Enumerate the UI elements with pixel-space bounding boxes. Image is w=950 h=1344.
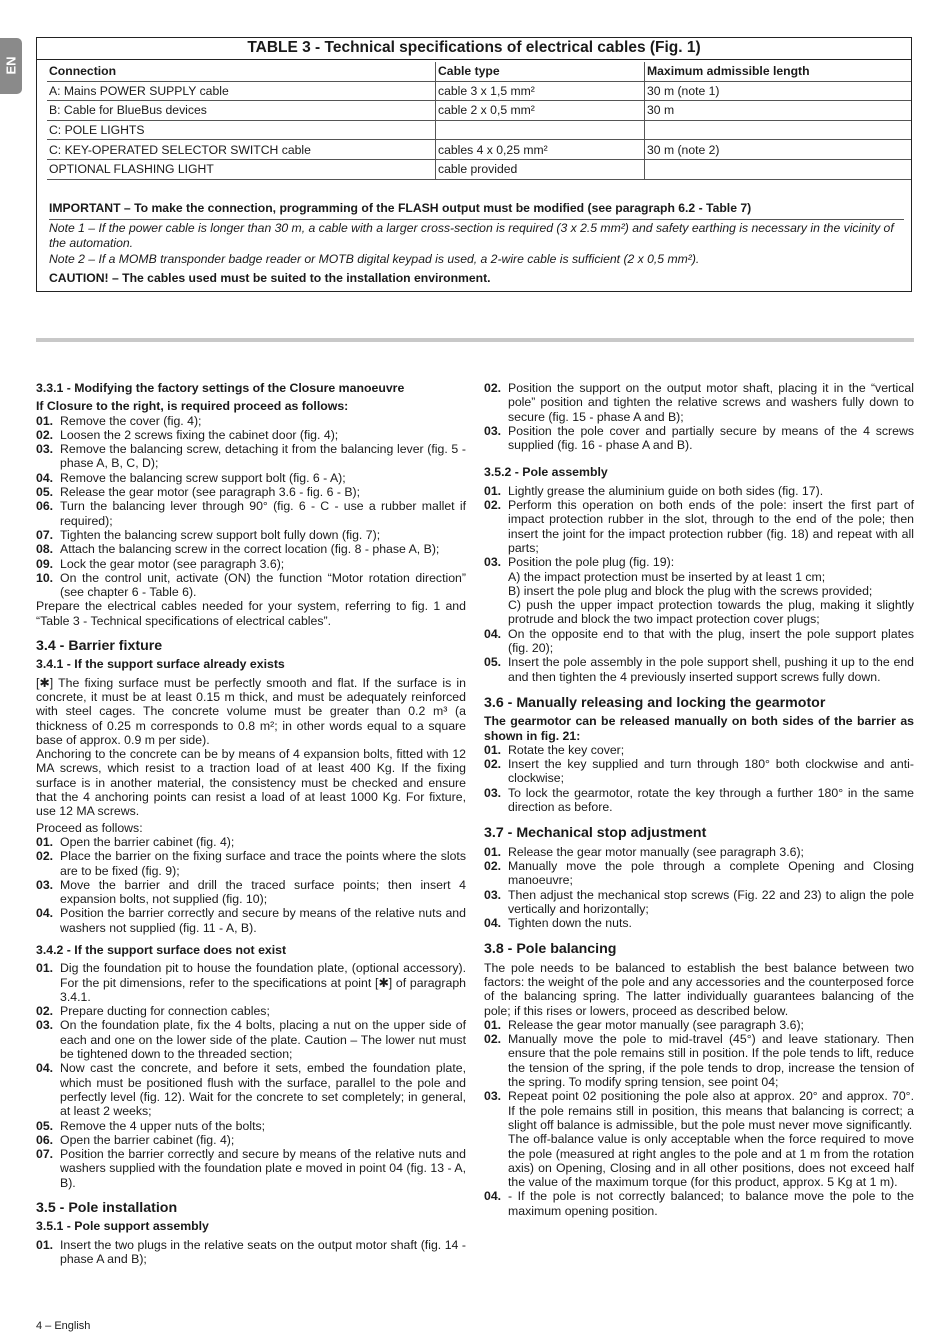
list-item-number: 02. [484,381,502,395]
spec-table-row [47,81,911,101]
page-footer: 4 – English [36,1320,91,1332]
list-item-number: 06. [36,499,54,514]
list-item-number: 04. [36,1061,54,1076]
list-item-number: 01. [484,742,502,757]
list-item-number: 02. [484,498,502,513]
list-item [484,484,914,498]
list-item-number: 01. [36,961,54,976]
list-item-text: Release the gear motor (see paragraph 3.6 - fig. 6 - B); [60,485,361,500]
cell-connection: C: POLE LIGHTS [47,120,436,140]
list-item-text: Then adjust the mechanical stop screws (Fig. 22 and 23) to align the pole vertically and horizontally; [508,887,914,916]
list-item-number: 03. [484,1089,502,1104]
list-item-text: Remove the balancing screw, detaching it from the balancing lever (fig. 5 - phase A, B, C, D); [60,442,466,471]
list-item [484,655,914,684]
list-item-number: 01. [36,413,54,428]
list-item-text: Move the barrier and drill the traced surface points; then insert 4 expansion bolts, not supplied (fig. 10); [60,877,466,907]
list-item [36,442,466,471]
list-item [36,1004,466,1018]
list-item [36,499,466,528]
header-max-length: Maximum admissible length [645,62,912,81]
list-item-text: On the control unit, activate (ON) the function “Motor rotation direction” (see chapter 6 - Table 6). [60,570,466,600]
list-item [484,424,914,453]
list-item-text: Lock the gear motor (see paragraph 3.6); [60,556,285,571]
list-item-number: 10. [36,570,54,585]
list-item [484,845,914,859]
list-item [36,1119,466,1133]
list-item-text: Position the support on the output motor shaft, placing it in the “vertical pole” position and tighten the relative screws and washers fully down to secure (fig. 15 - phase A and B); [508,381,914,424]
list-item-number: 03. [484,555,502,570]
list-item-number: 04. [484,626,502,641]
spec-notes [49,193,904,287]
section-3-5-1-list-continued [484,381,914,452]
list-item-number: 04. [36,906,54,921]
list-item-number: 04. [484,916,502,931]
cell-cable-type: cable provided [436,159,645,179]
list-item-number: 07. [36,1147,54,1162]
section-3-8-title: 3.8 - Pole balancing [484,941,617,958]
language-tab-label: EN [3,56,19,75]
header-cable-type: Cable type [436,62,645,81]
list-item-text: On the opposite end to that with the plug, insert the pole support plates (fig. 20); [508,626,914,656]
spec-table-row [47,101,911,121]
section-3-5-2-list [484,484,914,570]
list-item [36,428,466,442]
list-item-text: Tighten the balancing screw support bolt fully down (fig. 7); [60,527,381,542]
list-item [484,1189,914,1218]
section-3-4-1-title: 3.4.1 - If the support surface already exists [36,657,285,672]
list-item [36,557,466,571]
list-item-number: 07. [36,527,54,542]
list-item-text: Tighten down the nuts. [508,916,632,931]
sub-list-item: C) push the upper impact protection towards the plug, making it slightly protrude and block the two impact protection cover plugs; [508,598,914,627]
section-3-5-title: 3.5 - Pole installation [36,1200,178,1217]
section-3-5-1-list [36,1238,466,1267]
sub-list-item: B) insert the pole plug and block the plug with the screws provided; [508,583,873,598]
section-divider [36,338,914,342]
section-3-6-intro: The gearmotor can be released manually on both sides of the barrier as shown in fig. 21: [484,714,914,743]
list-item [36,485,466,499]
list-item-text: Loosen the 2 screws fixing the cabinet door (fig. 4); [60,427,339,442]
list-item-text: Open the barrier cabinet (fig. 4); [60,834,235,849]
list-item-number: 01. [36,1237,54,1252]
section-3-5-2-sublist [484,570,914,627]
list-item [484,859,914,888]
section-3-6-list [484,743,914,814]
list-item [484,1089,914,1132]
list-item [484,916,914,930]
section-3-4-1-paragraph-3: Proceed as follows: [36,820,143,835]
sub-list-item: A) the impact protection must be inserted by at least 1 cm; [508,569,826,584]
list-item [36,571,466,600]
list-item-text: Manually move the pole through a complete Opening and Closing manoeuvre; [508,858,914,888]
cell-connection: C: KEY-OPERATED SELECTOR SWITCH cable [47,140,436,160]
list-item-number: 05. [36,1118,54,1133]
list-item-number: 02. [484,858,502,873]
list-item-number: 04. [36,470,54,485]
list-item-text: Dig the foundation pit to house the foundation plate, (optional accessory). For the pit dimensions, refer to the specifications at point [✱] of paragraph 3.4.1. [60,961,466,1004]
list-item-number: 03. [484,423,502,438]
list-item-text: Perform this operation on both ends of the pole: insert the first part of impact protection rubber in the slot, through to the end of the pole; then insert the joint for the impact protection rubber (fig. 18) and repeat with all parts; [508,498,914,555]
list-item [484,757,914,786]
list-item-text: Position the pole plug (fig. 19): [508,555,675,570]
cell-max-length: 30 m [645,101,912,121]
list-item-number: 01. [484,1017,502,1032]
section-3-7-list [484,845,914,931]
list-item [36,878,466,907]
cell-cable-type: cables 4 x 0,25 mm² [436,140,645,160]
list-item-text: Now cast the concrete, and before it sets, embed the foundation plate, which must be positioned flush with the surface, parallel to the pole and perfectly level (fig. 12). Wait for the concrete to set completely; in general, at least 2 weeks; [60,1061,466,1119]
list-item-number: 01. [484,483,502,498]
list-item-text: Repeat point 02 positioning the pole also at approx. 20° and approx. 70°. If the pole remains still in position, this means that balancing is correct; a slight off balance is admissible, but the pole must never move significantly. [508,1089,914,1132]
list-item [36,849,466,878]
list-item-text: Remove the 4 upper nuts of the bolts; [60,1118,266,1133]
section-3-7-title: 3.7 - Mechanical stop adjustment [484,825,707,842]
list-item [36,835,466,849]
section-3-8-list [484,1018,914,1132]
spec-table [47,62,911,180]
list-item-text: Turn the balancing lever through 90° (fig. 6 - C - use a rubber mallet if required); [60,499,466,528]
list-item [36,414,466,428]
list-item [484,1032,914,1089]
list-item-number: 04. [484,1189,502,1204]
spec-table-row [47,159,911,179]
list-item-text: Lightly grease the aluminium guide on both sides (fig. 17). [508,483,824,498]
list-item-number: 06. [36,1132,54,1147]
list-item-number: 02. [36,1004,54,1019]
cell-max-length: 30 m (note 1) [645,81,912,101]
list-item-number: 02. [36,427,54,442]
list-item [484,786,914,815]
list-item-text: Open the barrier cabinet (fig. 4); [60,1132,235,1147]
left-column [36,381,466,1266]
list-item-text: - If the pole is not correctly balanced; to balance move the pole to the maximum opening position. [508,1189,914,1218]
list-item-text: Position the pole cover and partially secure by means of the 4 screws supplied (fig. 16 - phase A and B). [508,423,914,453]
list-item-number: 09. [36,556,54,571]
list-item-number: 08. [36,542,54,557]
section-3-3-1-outro: Prepare the electrical cables needed for your system, referring to fig. 1 and “Table 3 - Technical specifications of electrical cables”. [36,599,466,628]
list-item [36,542,466,556]
list-item-number: 05. [36,485,54,500]
list-item-text: Release the gear motor manually (see paragraph 3.6); [508,1017,804,1032]
spec-table-title: TABLE 3 - Technical specifications of electrical cables (Fig. 1) [37,38,911,60]
cell-max-length [645,120,912,140]
list-item [36,471,466,485]
cell-cable-type [436,120,645,140]
list-item-number: 03. [484,887,502,902]
list-item [484,555,914,569]
section-3-5-1-title: 3.5.1 - Pole support assembly [36,1219,209,1234]
section-3-4-1-paragraph-2: Anchoring to the concrete can be by means of 4 expansion bolts, fitted with 12 MA screws, which resist to a traction load of at least 400 Kg. If the fixing surface is in another material, the consistency must be checked and ensure that the 4 anchoring points can resist a load of at least 1000 Kg. For fixture, use 12 MA screws. [36,747,466,819]
language-tab [0,38,22,94]
list-item-number: 05. [484,655,502,670]
list-item [484,627,914,656]
section-3-5-2-list-continued [484,627,914,684]
cable-spec-table-box [36,37,912,292]
caution-note: CAUTION! – The cables used must be suited to the installation environment. [49,271,491,285]
spec-table-row [47,140,911,160]
list-item-number: 02. [484,757,502,772]
section-3-4-1-list [36,835,466,935]
section-3-8-list-continued [484,1189,914,1218]
cell-max-length [645,159,912,179]
list-item-text: Manually move the pole to mid-travel (45°) and leave stationary. Then ensure that the pole remains still in position. If the pole tends to lift, reduce the tension of the spring, if the pole tends to drop, increase the tension of the spring. To modify spring tension, see point 04; [508,1032,914,1090]
list-item-number: 03. [36,442,54,457]
note-2: Note 2 – If a MOMB transponder badge reader or MOTB digital keypad is used, a 2-wire cable is sufficient (2 x 0,5 mm²). [49,251,700,266]
spec-table-row [47,120,911,140]
list-item-text: Insert the two plugs in the relative seats on the output motor shaft (fig. 14 - phase A and B); [60,1237,466,1266]
list-item-text: To lock the gearmotor, rotate the key through a further 180° in the same direction as before. [508,785,914,815]
list-item [36,528,466,542]
section-3-4-2-list [36,961,466,1190]
list-item-number: 01. [36,834,54,849]
list-item-text: Attach the balancing screw in the correct location (fig. 8 - phase A, B); [60,542,440,557]
list-item-text: Release the gear motor manually (see paragraph 3.6); [508,844,804,859]
list-item [36,1018,466,1061]
cell-max-length: 30 m (note 2) [645,140,912,160]
list-item-text: Remove the cover (fig. 4); [60,413,202,428]
list-item-text: Rotate the key cover; [508,742,625,757]
cell-connection: A: Mains POWER SUPPLY cable [47,81,436,101]
section-3-3-1-title: 3.3.1 - Modifying the factory settings of the Closure manoeuvre [36,381,405,395]
list-item-number: 01. [484,844,502,859]
list-item [36,1061,466,1118]
list-item-text: Place the barrier on the fixing surface and trace the points where the slots are to be fixed (fig. 9); [60,849,466,878]
cell-connection: OPTIONAL FLASHING LIGHT [47,159,436,179]
note-1: Note 1 – If the power cable is longer than 30 m, a cable with a larger cross-section is required (3 x 2.5 mm²) and safety earthing is necessary in the vicinity of the automation. [49,220,894,250]
cell-cable-type: cable 3 x 1,5 mm² [436,81,645,101]
list-item [484,743,914,757]
header-connection: Connection [47,62,436,81]
cell-connection: B: Cable for BlueBus devices [47,101,436,121]
list-item [36,1147,466,1190]
cell-cable-type: cable 2 x 0,5 mm² [436,101,645,121]
list-item-number: 02. [484,1032,502,1047]
list-item-text: Position the barrier correctly and secure by means of the relative nuts and washers not supplied (fig. 11 - A, B). [60,906,466,935]
section-3-8-note: The off-balance value is only acceptable when the force required to move the pole (measured at right angles to the pole and at 1 m from the rotation axis) on Opening, Closing and in all other positions, does not exceed half the value of the maximum torque (for this product, approx. 5 Kg at 1 m). [508,1132,914,1190]
list-item [484,1018,914,1032]
list-item [36,961,466,1004]
list-item-text: On the foundation plate, fix the 4 bolts, placing a nut on the upper side of each and one on the lower side of the plate. Caution – The lower nut must be tightened down to the threaded section; [60,1018,466,1062]
spec-table-header-row [47,62,911,81]
list-item-number: 03. [36,877,54,892]
section-3-5-2-title: 3.5.2 - Pole assembly [484,465,608,480]
list-item-text: Remove the balancing screw support bolt (fig. 6 - A); [60,470,346,485]
important-note: IMPORTANT – To make the connection, programming of the FLASH output must be modified (see paragraph 6.2 - Table 7) [49,201,752,215]
right-column [484,381,914,1218]
list-item [484,381,914,424]
section-3-3-1-list [36,414,466,600]
list-item [484,498,914,555]
section-3-3-1-intro: If Closure to the right, is required proceed as follows: [36,399,349,414]
section-3-8-intro: The pole needs to be balanced to establish the best balance between two factors: the weight of the pole and any accessories and the counterposed force of the balancing spring. The latter individually guarantees balancing of the pole; if this rises or lowers, proceed as described below. [484,960,914,1018]
list-item-number: 03. [484,785,502,800]
list-item-text: Insert the key supplied and turn through 180° both clockwise and anti-clockwise; [508,757,914,786]
list-item [36,906,466,935]
list-item [36,1133,466,1147]
section-3-4-2-title: 3.4.2 - If the support surface does not exist [36,942,287,957]
list-item [36,1238,466,1267]
list-item-text: Position the barrier correctly and secure by means of the relative nuts and washers supplied with the foundation plate e moved in point 04 (fig. 13 - A, B). [60,1147,466,1190]
section-3-4-title: 3.4 - Barrier fixture [36,638,163,655]
list-item [484,888,914,917]
list-item-text: Insert the pole assembly in the pole support shell, pushing it up to the end and then tighten the 4 previously inserted support screws fully down. [508,655,914,684]
list-item-text: Prepare ducting for connection cables; [60,1004,270,1019]
list-item-number: 02. [36,849,54,864]
list-item-number: 03. [36,1018,54,1033]
section-3-6-title: 3.6 - Manually releasing and locking the gearmotor [484,694,826,711]
section-3-4-1-paragraph-1: [✱] The fixing surface must be perfectly smooth and flat. If the surface is in concrete, it must be at least 0.15 m thick, and must be adequately reinforced with steel cages. The concrete volume must be greater than 0.2 m³ (a thickness of 0.25 m corresponds to 0.8 m²; in other words equal to a square base of approx. 0.9 m per side). [36,675,466,747]
